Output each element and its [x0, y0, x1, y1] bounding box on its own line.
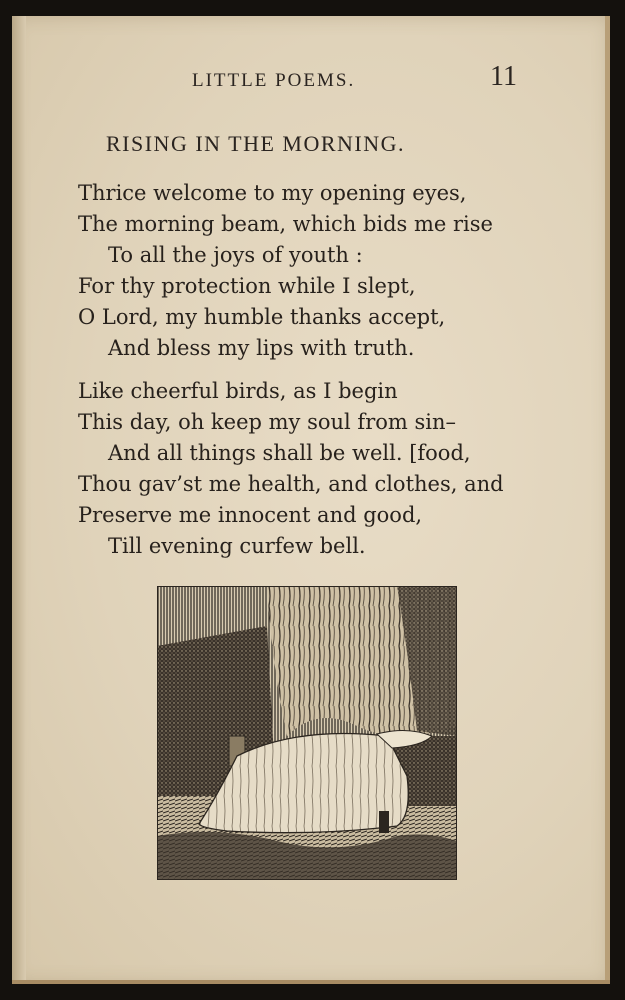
poem-line: Like cheerful birds, as I begin: [78, 379, 398, 403]
poem-line: Thou gav’st me health, and clothes, and: [78, 472, 504, 496]
poem-line: And bless my lips with truth.: [108, 336, 415, 360]
poem-line: O Lord, my humble thanks accept,: [78, 305, 446, 329]
poem-line: This day, oh keep my soul from sin–: [78, 410, 456, 434]
bed-leg: [379, 811, 389, 833]
stanza-2: [78, 376, 504, 562]
page-bottom-edge: [12, 980, 610, 984]
poem-title: RISING IN THE MORNING.: [106, 131, 406, 156]
poem-line: Till evening curfew bell.: [108, 534, 366, 558]
page-number: 11: [490, 61, 517, 92]
poem-line: For thy protection while I slept,: [78, 274, 416, 298]
poem-line: The morning beam, which bids me rise: [78, 212, 493, 236]
running-head: LITTLE POEMS.: [192, 70, 356, 91]
poem-line: And all things shall be well. [food,: [108, 441, 471, 465]
stanza-1: [78, 178, 493, 364]
page-gutter: [12, 16, 26, 984]
page-fore-edge: [605, 16, 610, 984]
poem-line: Thrice welcome to my opening eyes,: [78, 181, 467, 205]
bed-engraving: [157, 586, 457, 880]
poem-line: Preserve me innocent and good,: [78, 503, 423, 527]
poem-line: To all the joys of youth :: [108, 243, 363, 267]
